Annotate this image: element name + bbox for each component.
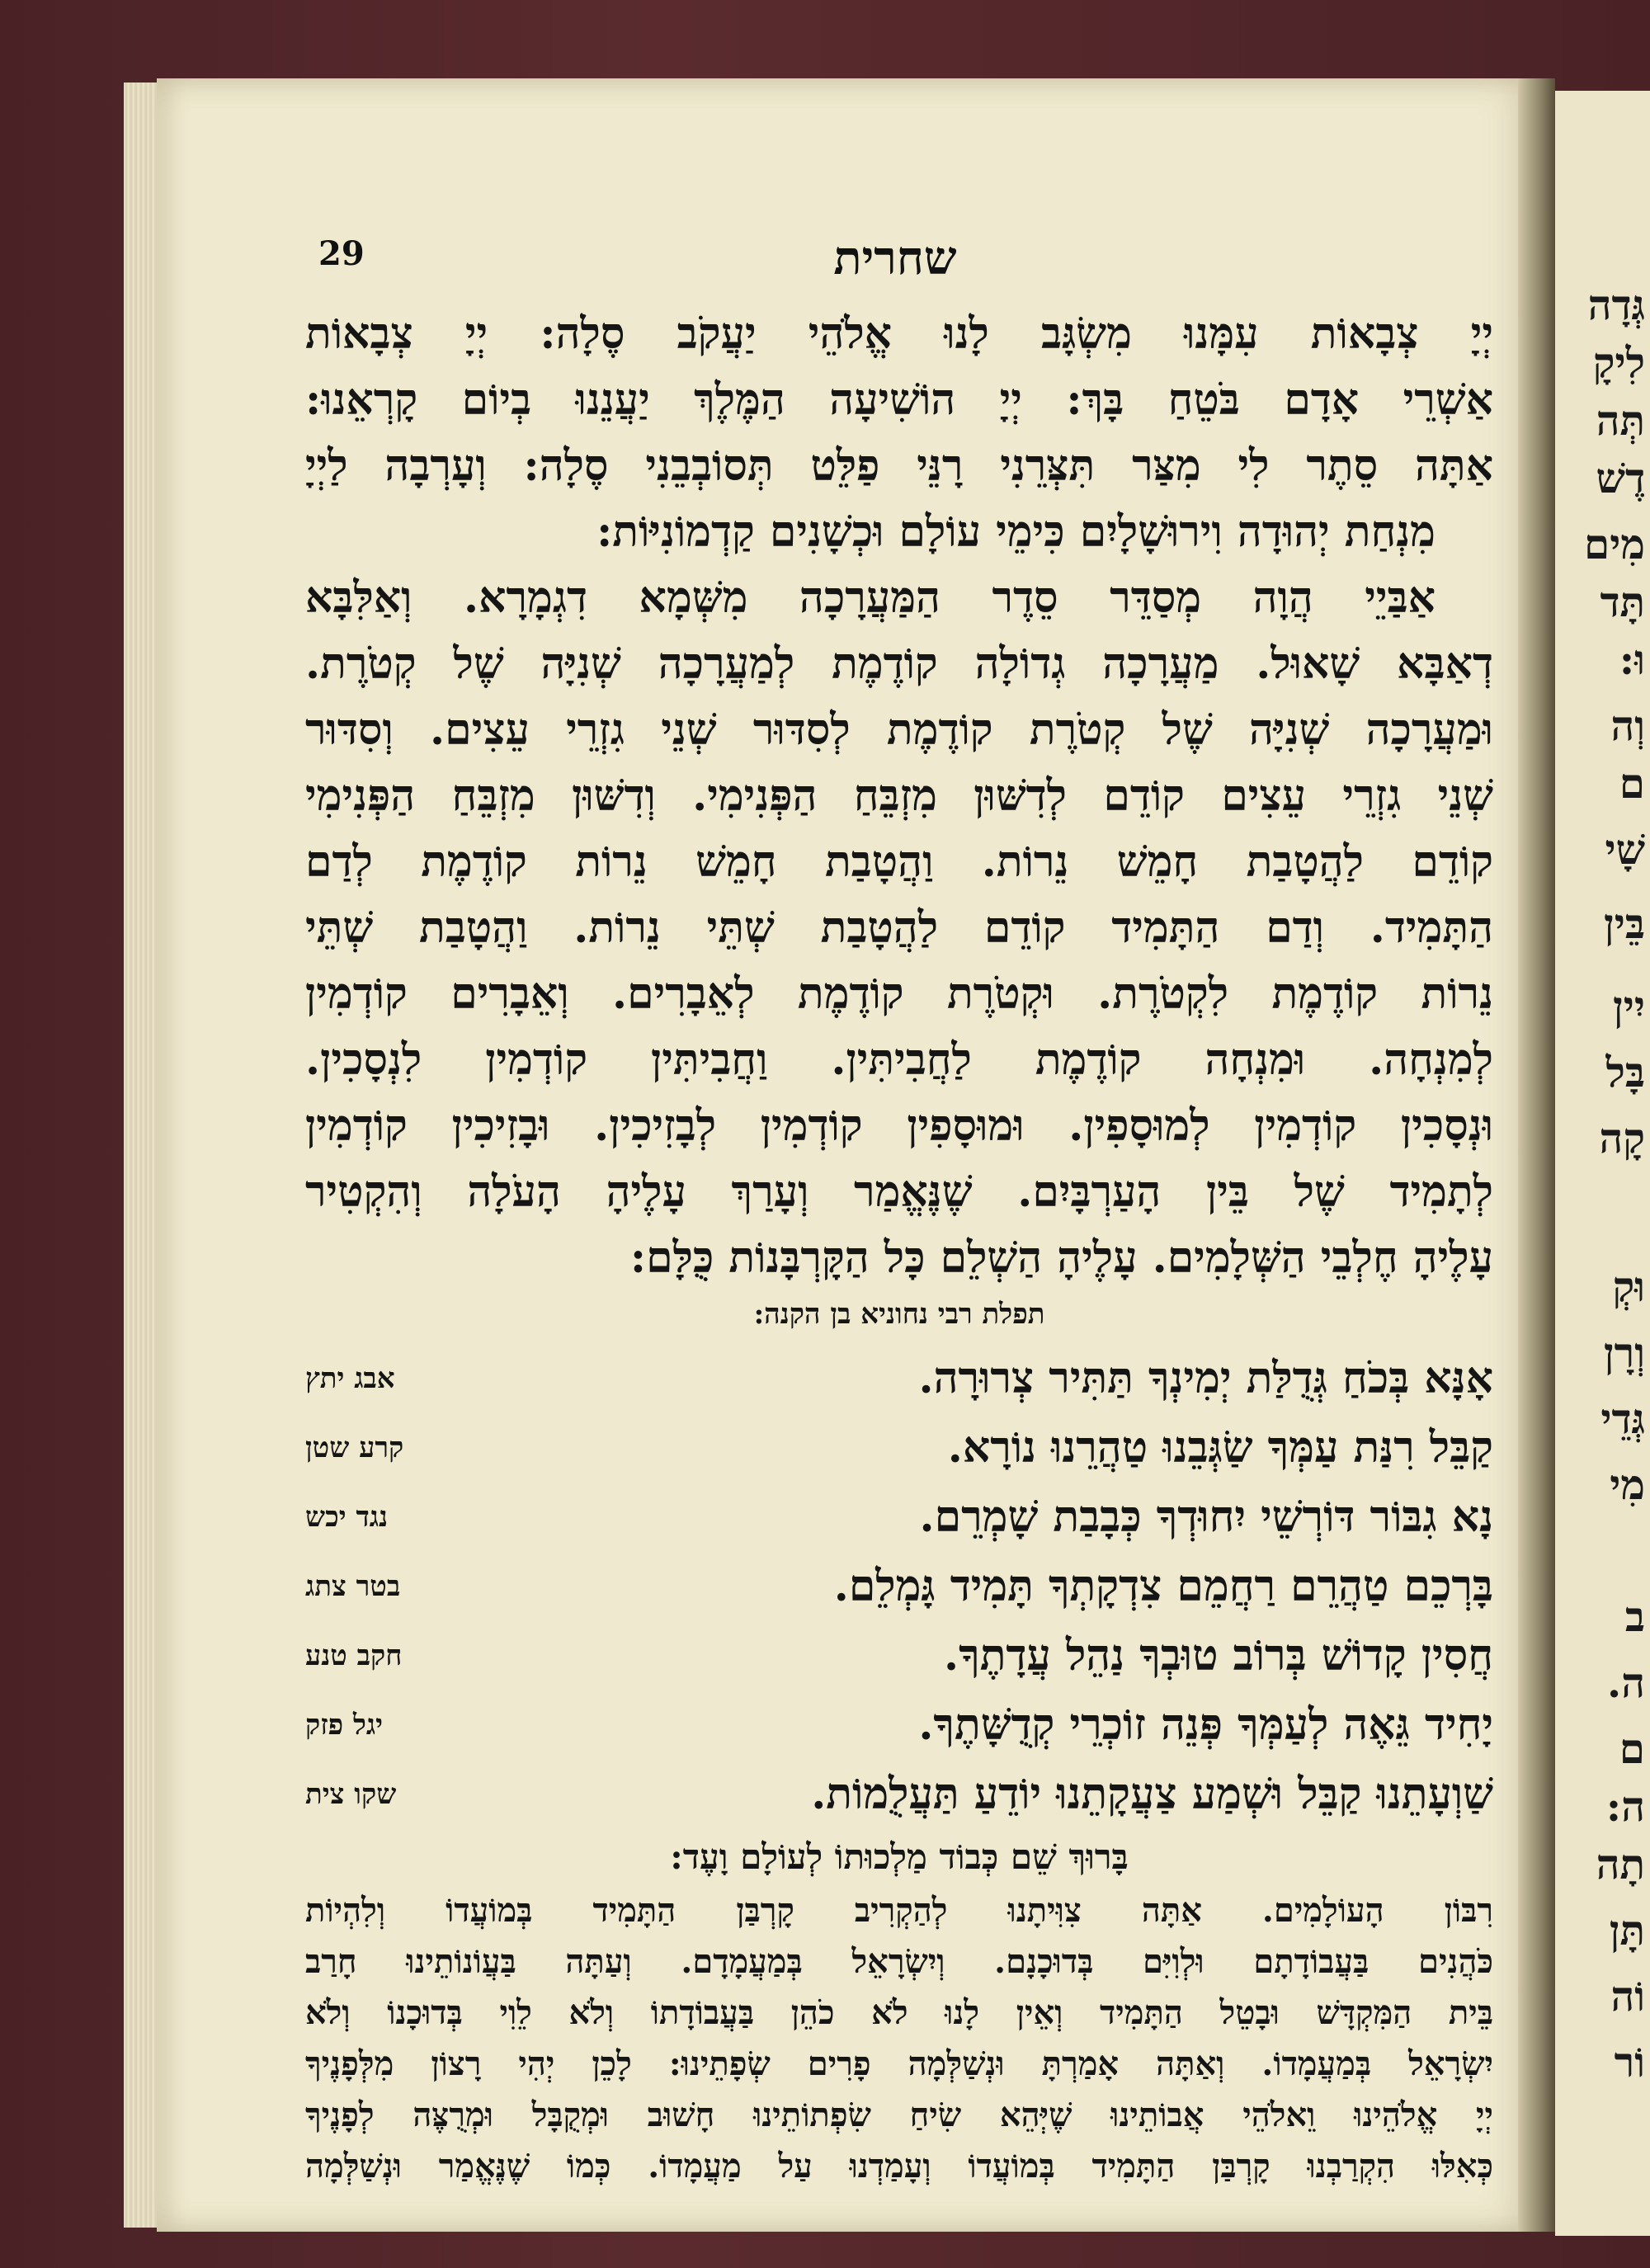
poem-acrostic-code: אבג יתץ <box>305 1362 395 1395</box>
next-page-fragment: לִיקָ <box>1592 338 1645 387</box>
next-page-fragment: בָּל <box>1605 1048 1645 1096</box>
prayer-title: תפלת רבי נחוניא בן הקנה: <box>753 1298 1045 1331</box>
verse-line: יְיָ צְבָאוֹת עִמָּנוּ מִשְׂגָּב לָנוּ אֱלֹהֵי יַעֲקֹב סֶלָה: יְיָ צְבָאוֹת <box>305 309 1493 359</box>
small-line: רִבּוֹן הָעוֹלָמִים. אַתָּה צִוִּיתָנוּ לְהַקְרִיב קָרְבַּן הַתָּמִיד בְּמוֹעֲדוֹ וְלִהְיוֹת <box>305 1891 1493 1930</box>
next-page-fragment: מִי <box>1610 1460 1645 1509</box>
poem-row <box>305 1760 1493 1829</box>
next-page-fragment: ה. <box>1606 1658 1645 1707</box>
poem-acrostic-code: חקב טנע <box>305 1639 403 1672</box>
poem-row <box>305 1344 1493 1413</box>
poem-verse: שַׁוְעָתֵנוּ קַבֵּל וּשְׁמַע צַעֲקָתֵנוּ יוֹדֵעַ תַּעֲלֻמוֹת. <box>811 1769 1493 1819</box>
baruch-shem-line: בָּרוּךְ שֵׁם כְּבוֹד מַלְכוּתוֹ לְעוֹלָם וָעֶד: <box>670 1837 1129 1877</box>
poem-row <box>305 1413 1493 1483</box>
poem-acrostic-code: נגד יכש <box>305 1501 389 1534</box>
running-title: שחרית <box>833 231 957 285</box>
next-page-fragment: גְּדָה <box>1587 281 1645 329</box>
next-page-fragment: גְּדֵי <box>1600 1394 1645 1443</box>
paragraph-line: נֵרוֹת קוֹדֶמֶת לִקְטֹרֶת. וּקְטֹרֶת קוֹדֶמֶת לְאֵבָרִים. וְאֵבָרִים קוֹדְמִין <box>305 969 1493 1019</box>
verse-line: אַשְׁרֵי אָדָם בֹּטֵחַ בָּךְ: יְיָ הוֹשִׁיעָה הַמֶּלֶךְ יַעֲנֵנוּ בְיוֹם קָרְאֵנוּ: <box>305 375 1493 425</box>
paragraph-line: הַתָּמִיד. וְדַם הַתָּמִיד קוֹדֵם לַהֲטָבַת שְׁתֵּי נֵרוֹת. וַהֲטָבַת שְׁתֵּי <box>305 903 1493 953</box>
verse-block <box>305 301 1493 565</box>
small-line: יִשְׂרָאֵל בְּמַעֲמָדוֹ. וְאַתָּה אָמַרְתָּ וּנְשַׁלְּמָה פָרִים שְׂפָתֵינוּ: לָכֵן יְהִי רָצוֹן מִלְּפָנֶיךָ <box>305 2044 1493 2083</box>
next-page-fragment: בֵּין <box>1604 899 1645 948</box>
page-header <box>305 231 1485 297</box>
abaye-paragraph <box>305 565 1493 1291</box>
next-page-fragment: קָה <box>1599 1114 1645 1162</box>
page-body <box>305 301 1493 2192</box>
next-page-fragment: וֹה <box>1610 1972 1645 2020</box>
book-gutter <box>1518 78 1555 2232</box>
poem-acrostic-code: יגל פזק <box>305 1709 384 1742</box>
next-page-fragment: וֹר <box>1614 2038 1645 2086</box>
next-page-fragment: ם <box>1619 759 1645 808</box>
verse-line: אַתָּה סֵתֶר לִי מִצַּר תִּצְּרֵנִי רָנֵּי פַלֵּט תְּסוֹבְבֵנִי סֶלָה: וְעָרְבָה לַיְיָ <box>305 441 1493 491</box>
next-page-fragment: ם <box>1619 1724 1645 1773</box>
next-page-fragment: תָה <box>1596 1840 1645 1888</box>
paragraph-line: לְמִנְחָה. וּמִנְחָה קוֹדֶמֶת לַחֲבִיתִּין. וַחֲבִיתִּין קוֹדְמִין לִנְסָכִין. <box>305 1035 1493 1085</box>
poem-verse: קַבֵּל רִנַּת עַמְּךָ שַׂגְּבֵנוּ טַהֲרֵנוּ נוֹרָא. <box>947 1422 1493 1473</box>
next-page-fragment: וְרָן <box>1603 1328 1645 1377</box>
next-page-fragment: יִין <box>1613 982 1645 1030</box>
next-page-fragment: תָּן <box>1609 1906 1645 1954</box>
small-line: בֵּית הַמִּקְדָּשׁ וּבָטֵל הַתָּמִיד וְאֵין לָנוּ לֹא כֹהֵן בַּעֲבוֹדָתוֹ וְלֹא לֵוִי בְּדוּכָנוֹ וְלֹא <box>305 1993 1493 2032</box>
next-page-fragment: ב <box>1624 1592 1645 1641</box>
next-page-fragment: דֶשׁ <box>1596 454 1645 502</box>
next-page-fragment: מִים <box>1584 520 1645 568</box>
poem-acrostic-code: קרע שטן <box>305 1431 404 1464</box>
ana-bekoach-poem <box>305 1344 1493 1829</box>
poem-acrostic-code: שקו צית <box>305 1778 397 1811</box>
poem-row <box>305 1621 1493 1690</box>
next-page-fragment: וּקְ <box>1612 1262 1645 1311</box>
paragraph-line: וּמַעֲרָכָה שְׁנִיָּה שֶׁל קְטֹרֶת קוֹדֶמֶת לְסִדּוּר שְׁנֵי גִזְרֵי עֵצִים. וְסִדּוּר <box>305 705 1493 755</box>
verse-line: מִנְחַת יְהוּדָה וִירוּשָׁלָיִם כִּימֵי עוֹלָם וּכְשָׁנִים קַדְמוֹנִיּוֹת: <box>596 507 1436 557</box>
paragraph-line: דְאַבָּא שָׁאוּל. מַעֲרָכָה גְדוֹלָה קוֹדֶמֶת לְמַעֲרָכָה שְׁנִיָּה שֶׁל קְטֹרֶת. <box>305 639 1493 689</box>
poem-acrostic-code: בטר צתג <box>305 1570 401 1603</box>
poem-verse: חֲסִין קָדוֹשׁ בְּרוֹב טוּבְךָ נַהֵל עֲדָתֶךָ. <box>944 1630 1493 1681</box>
paragraph-line: שְׁנֵי גִזְרֵי עֵצִים קוֹדֵם לְדִשּׁוּן מִזְבֵּחַ הַפְּנִימִי. וְדִשּׁוּן מִזְבֵּחַ הַפְּנִימִי <box>305 771 1493 821</box>
poem-verse: אָנָּא בְּכֹחַ גְּדֻלַּת יְמִינְךָ תַּתִּיר צְרוּרָה. <box>918 1353 1493 1403</box>
small-line: כְּאִלּוּ הִקְרַבְנוּ קָרְבַּן הַתָּמִיד בְּמוֹעֲדוֹ וְעָמַדְנוּ עַל מַעֲמָדוֹ. כְּמוֹ שֶׁנֶּאֱמַר וּנְשַׁלְּמָה <box>305 2147 1493 2185</box>
next-page-fragment: וְה <box>1610 701 1645 750</box>
poem-verse: נָא גִבּוֹר דּוֹרְשֵׁי יִחוּדְךָ כְּבָבַת שָׁמְרֵם. <box>919 1492 1493 1542</box>
poem-verse: יָחִיד גֵּאֶה לְעַמְּךָ פְּנֵה זוֹכְרֵי קְדֻשָּׁתֶךָ. <box>918 1700 1493 1750</box>
paragraph-line: וּנְסָכִין קוֹדְמִין לְמוּסָפִין. וּמוּסָפִין קוֹדְמִין לְבָזִיכִין. וּבָזִיכִין קוֹדְמִין <box>305 1101 1493 1151</box>
next-page-fragment: תְּה <box>1596 396 1645 445</box>
poem-row <box>305 1690 1493 1760</box>
paragraph-line: קוֹדֵם לַהֲטָבַת חָמֵשׁ נֵרוֹת. וַהֲטָבַת חָמֵשׁ נֵרוֹת קוֹדֶמֶת לְדַם <box>305 837 1493 887</box>
next-page-fragment: שָׁי <box>1605 825 1645 874</box>
ribon-paragraph <box>305 1885 1493 2192</box>
paragraph-line: לְתָמִיד שֶׁל בֵּין הָעַרְבָּיִם. שֶׁנֶּאֱמַר וְעָרַךְ עָלֶיהָ הָעֹלָה וְהִקְטִיר <box>305 1167 1493 1217</box>
poem-row <box>305 1552 1493 1621</box>
paragraph-line: אַבַּיֵי הֲוָה מְסַדֵּר סֵדֶר הַמַּעֲרָכָה מִשְּׁמָא דִגְמָרָא. וְאַלִּבָּא <box>305 573 1436 623</box>
next-page-fragment: ה: <box>1605 1782 1645 1831</box>
small-line: יְיָ אֱלֹהֵינוּ וֵאלֹהֵי אֲבוֹתֵינוּ שֶׁיְּהֵא שִׂיחַ שִׂפְתוֹתֵינוּ חָשׁוּב וּמְקֻבָּל וּמְרֻצֶּה לְפָנֶיךָ <box>305 2096 1493 2134</box>
next-page-edge <box>1555 91 1650 2236</box>
page-number: 29 <box>318 234 365 273</box>
next-page-fragment: תָּד <box>1600 578 1645 626</box>
poem-verse: בָּרְכֵם טַהֲרֵם רַחֲמֵם צִדְקָתְךָ תָּמִיד גָּמְלֵם. <box>833 1561 1493 1611</box>
next-page-fragment: וּ: <box>1619 635 1645 684</box>
small-line: כֹּהֲנִים בַּעֲבוֹדָתָם וּלְוִיִּם בְּדוּכָנָם. וְיִשְׂרָאֵל בְּמַעֲמָדָם. וְעַתָּה בַּעֲוֹנוֹתֵינוּ חָרַב <box>305 1942 1493 1981</box>
poem-row <box>305 1483 1493 1552</box>
paragraph-line: עָלֶיהָ חֶלְבֵי הַשְּׁלָמִים. עָלֶיהָ הַשְׁלֵם כָּל הַקָּרְבָּנוֹת כֻּלָּם: <box>629 1233 1493 1283</box>
